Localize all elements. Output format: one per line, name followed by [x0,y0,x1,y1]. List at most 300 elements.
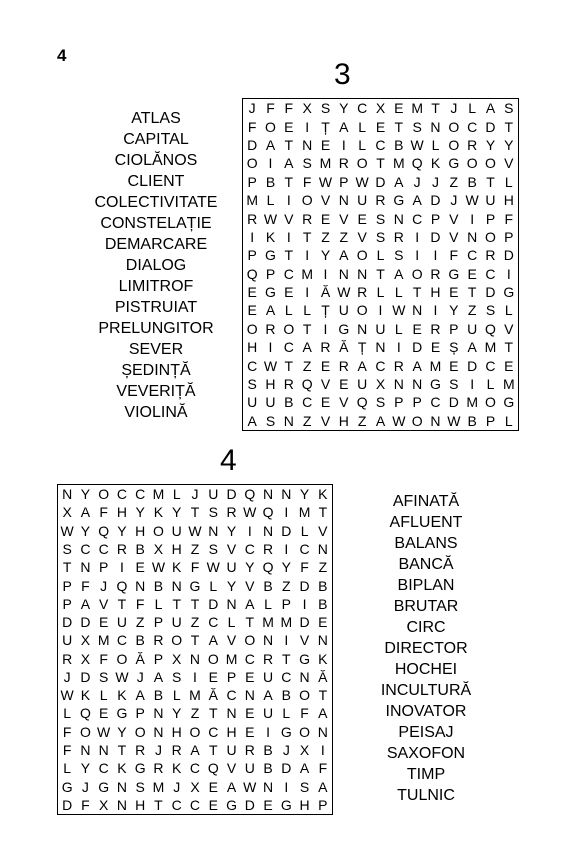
grid-letter[interactable]: I [341,136,346,153]
grid-letter[interactable]: L [504,412,513,429]
grid-letter[interactable]: V [98,595,109,612]
grid-letter[interactable]: Y [172,504,182,521]
grid-letter[interactable]: T [504,118,514,135]
grid-letter[interactable]: R [153,760,164,777]
grid-letter[interactable]: G [503,394,515,411]
grid-letter[interactable]: R [320,339,331,356]
grid-letter[interactable]: O [356,155,368,172]
grid-letter[interactable]: P [281,595,291,612]
grid-letter[interactable]: N [62,486,73,503]
grid-letter[interactable]: G [448,265,460,282]
grid-letter[interactable]: A [302,339,312,356]
grid-letter[interactable]: R [302,210,313,227]
grid-letter[interactable]: M [262,614,274,631]
grid-letter[interactable]: U [226,559,237,576]
grid-letter[interactable]: V [226,540,237,557]
grid-letter[interactable]: L [266,192,275,209]
grid-letter[interactable]: D [412,339,423,356]
grid-letter[interactable]: J [173,778,181,795]
grid-letter[interactable]: I [470,210,475,227]
grid-letter[interactable]: K [117,687,127,704]
grid-letter[interactable]: S [247,376,257,393]
grid-letter[interactable]: Z [318,559,328,576]
grid-letter[interactable]: P [265,265,276,282]
grid-letter[interactable]: Q [246,265,258,282]
grid-letter[interactable]: N [98,742,109,759]
grid-letter[interactable]: S [208,504,218,521]
grid-letter[interactable]: Y [504,136,514,153]
grid-letter[interactable]: N [262,522,274,539]
grid-letter[interactable]: Y [226,522,237,539]
grid-letter[interactable]: Q [262,559,274,576]
grid-letter[interactable]: N [153,723,164,740]
grid-letter[interactable]: A [190,742,200,759]
grid-letter[interactable]: C [226,687,237,704]
grid-letter[interactable]: I [286,228,291,245]
grid-letter[interactable]: D [485,284,496,301]
grid-letter[interactable]: Ă [339,339,349,356]
grid-letter[interactable]: M [466,394,478,411]
grid-letter[interactable]: W [392,412,406,429]
grid-letter[interactable]: C [171,796,182,813]
grid-letter[interactable]: R [226,504,237,521]
grid-letter[interactable]: X [80,650,91,667]
grid-letter[interactable]: L [376,247,385,264]
grid-letter[interactable]: C [80,540,91,557]
grid-letter[interactable]: U [171,522,182,539]
grid-letter[interactable]: P [98,559,109,576]
grid-letter[interactable]: M [429,357,442,374]
grid-letter[interactable]: H [503,192,514,209]
grid-letter[interactable]: E [263,796,273,813]
grid-letter[interactable]: W [60,687,74,704]
grid-letter[interactable]: O [116,650,128,667]
grid-letter[interactable]: A [339,118,349,135]
grid-letter[interactable]: L [394,284,403,301]
grid-letter[interactable]: P [247,247,257,264]
grid-letter[interactable]: E [320,136,331,153]
grid-letter[interactable]: O [301,192,313,209]
grid-letter[interactable]: C [244,540,255,557]
grid-letter[interactable]: G [280,723,292,740]
grid-letter[interactable]: W [318,173,333,190]
grid-letter[interactable]: A [318,705,328,722]
grid-letter[interactable]: B [394,136,404,153]
grid-letter[interactable]: U [485,192,496,209]
grid-letter[interactable]: Z [282,577,291,594]
grid-letter[interactable]: C [281,668,292,685]
grid-letter[interactable]: N [189,650,201,667]
grid-letter[interactable]: A [153,668,164,685]
grid-letter[interactable]: M [502,376,515,393]
grid-letter[interactable]: N [357,265,368,282]
grid-letter[interactable]: D [299,577,310,594]
grid-letter[interactable]: R [485,247,496,264]
grid-letter[interactable]: A [375,412,386,429]
grid-letter[interactable]: N [116,796,127,813]
grid-letter[interactable]: Q [262,504,274,521]
grid-letter[interactable]: Z [190,614,200,631]
grid-letter[interactable]: E [98,614,109,631]
grid-letter[interactable]: T [412,284,422,301]
grid-letter[interactable]: C [430,394,441,411]
grid-letter[interactable]: Y [117,522,127,539]
grid-letter[interactable]: K [430,155,441,172]
grid-letter[interactable]: T [154,796,163,813]
grid-letter[interactable]: R [430,320,441,337]
grid-letter[interactable]: D [244,796,255,813]
grid-letter[interactable]: I [247,522,252,539]
grid-letter[interactable]: Y [449,302,459,319]
grid-letter[interactable]: I [415,228,420,245]
grid-letter[interactable]: I [193,668,197,685]
grid-letter[interactable]: C [467,247,478,264]
grid-letter[interactable]: M [246,192,258,209]
grid-letter[interactable]: R [338,357,349,374]
grid-letter[interactable]: M [152,486,165,503]
grid-letter[interactable]: A [357,357,367,374]
grid-letter[interactable]: E [247,284,257,301]
grid-letter[interactable]: N [262,632,274,649]
grid-letter[interactable]: N [375,339,386,356]
grid-letter[interactable]: Y [80,760,91,777]
grid-letter[interactable]: K [172,559,182,576]
grid-letter[interactable]: L [358,136,367,153]
grid-letter[interactable]: W [410,136,424,153]
grid-letter[interactable]: C [283,265,294,282]
grid-letter[interactable]: N [299,668,310,685]
grid-letter[interactable]: H [265,376,276,393]
grid-letter[interactable]: F [318,760,328,777]
grid-letter[interactable]: R [467,136,478,153]
grid-letter[interactable]: M [411,100,423,117]
grid-letter[interactable]: G [448,155,460,172]
grid-letter[interactable]: A [245,595,255,612]
grid-letter[interactable]: O [79,723,91,740]
grid-letter[interactable]: J [136,668,144,685]
grid-letter[interactable]: L [227,614,236,631]
grid-letter[interactable]: S [449,376,459,393]
grid-letter[interactable]: X [375,376,386,393]
grid-letter[interactable]: A [284,155,294,172]
grid-letter[interactable]: H [226,723,237,740]
grid-letter[interactable]: I [268,339,273,356]
grid-letter[interactable]: P [430,210,441,227]
grid-letter[interactable]: Y [226,577,237,594]
grid-letter[interactable]: V [320,192,331,209]
grid-letter[interactable]: W [355,173,369,190]
grid-letter[interactable]: U [226,742,237,759]
grid-letter[interactable]: I [250,228,255,245]
grid-letter[interactable]: I [506,265,511,282]
grid-letter[interactable]: I [378,302,383,319]
grid-letter[interactable]: N [281,486,292,503]
grid-letter[interactable]: V [449,210,459,227]
grid-letter[interactable]: X [153,540,164,557]
grid-letter[interactable]: I [433,302,438,319]
grid-letter[interactable]: G [430,376,441,393]
grid-letter[interactable]: C [283,339,294,356]
grid-letter[interactable]: U [357,376,368,393]
grid-letter[interactable]: A [135,687,145,704]
grid-letter[interactable]: M [225,650,238,667]
grid-letter[interactable]: M [301,265,313,282]
grid-letter[interactable]: J [154,742,162,759]
grid-letter[interactable]: F [449,247,459,264]
grid-letter[interactable]: P [153,614,164,631]
grid-letter[interactable]: W [263,357,278,374]
grid-letter[interactable]: U [262,668,274,685]
grid-letter[interactable]: I [415,247,420,264]
grid-letter[interactable]: S [485,302,496,319]
grid-letter[interactable]: F [302,173,312,190]
grid-letter[interactable]: N [80,559,91,576]
grid-letter[interactable]: M [97,632,110,649]
grid-letter[interactable]: I [305,118,310,135]
grid-letter[interactable]: W [151,559,166,576]
grid-letter[interactable]: R [135,742,146,759]
grid-letter[interactable]: Z [321,228,330,245]
grid-letter[interactable]: C [375,136,386,153]
grid-letter[interactable]: E [284,118,294,135]
grid-letter[interactable]: M [280,614,293,631]
grid-letter[interactable]: N [338,192,349,209]
grid-letter[interactable]: O [283,320,295,337]
grid-letter[interactable]: S [62,540,72,557]
grid-letter[interactable]: H [135,522,146,539]
grid-letter[interactable]: B [467,173,477,190]
grid-letter[interactable]: P [485,412,496,429]
grid-letter[interactable]: B [265,173,276,190]
grid-letter[interactable]: F [247,118,257,135]
grid-letter[interactable]: D [208,595,219,612]
grid-letter[interactable]: J [81,778,89,795]
grid-letter[interactable]: N [317,632,328,649]
grid-letter[interactable]: M [298,504,311,521]
grid-letter[interactable]: W [97,723,111,740]
grid-letter[interactable]: L [358,118,367,135]
grid-letter[interactable]: O [356,247,368,264]
grid-letter[interactable]: A [247,412,257,429]
grid-letter[interactable]: W [206,559,220,576]
grid-letter[interactable]: Ț [321,118,330,135]
grid-letter[interactable]: L [209,577,218,594]
grid-letter[interactable]: B [263,760,273,777]
grid-letter[interactable]: Y [281,559,291,576]
grid-letter[interactable]: T [172,595,181,612]
grid-letter[interactable]: Z [449,173,459,190]
grid-letter[interactable]: A [394,173,404,190]
grid-letter[interactable]: T [467,284,477,301]
grid-letter[interactable]: V [339,394,349,411]
grid-letter[interactable]: X [302,100,312,117]
grid-letter[interactable]: X [98,796,109,813]
grid-letter[interactable]: A [80,504,91,521]
grid-letter[interactable]: O [485,394,496,411]
grid-letter[interactable]: S [375,228,386,245]
grid-letter[interactable]: V [357,228,367,245]
grid-letter[interactable]: J [413,173,421,190]
grid-letter[interactable]: U [467,320,478,337]
grid-letter[interactable]: G [265,247,276,264]
grid-letter[interactable]: E [339,376,349,393]
grid-letter[interactable]: T [394,118,404,135]
grid-letter[interactable]: R [244,742,255,759]
grid-letter[interactable]: D [62,614,73,631]
grid-letter[interactable]: L [431,136,440,153]
grid-letter[interactable]: C [98,540,109,557]
grid-letter[interactable]: T [376,155,385,172]
grid-letter[interactable]: S [265,412,276,429]
grid-letter[interactable]: A [226,778,237,795]
grid-letter[interactable]: W [115,668,129,685]
grid-letter[interactable]: L [284,302,293,319]
grid-letter[interactable]: R [116,540,127,557]
grid-letter[interactable]: U [208,486,219,503]
grid-letter[interactable]: E [208,796,218,813]
grid-letter[interactable]: R [393,357,404,374]
grid-letter[interactable]: M [189,687,201,704]
grid-letter[interactable]: C [299,540,310,557]
grid-letter[interactable]: W [243,778,257,795]
grid-letter[interactable]: X [299,742,310,759]
grid-letter[interactable]: D [448,394,459,411]
grid-letter[interactable]: H [299,796,310,813]
grid-letter[interactable]: I [286,192,291,209]
grid-letter[interactable]: D [503,247,514,264]
grid-letter[interactable]: N [153,705,164,722]
grid-letter[interactable]: L [504,173,513,190]
grid-letter[interactable]: F [300,705,309,722]
grid-letter[interactable]: L [486,376,495,393]
grid-letter[interactable]: A [412,357,422,374]
grid-letter[interactable]: I [320,742,325,759]
grid-letter[interactable]: E [247,302,257,319]
grid-letter[interactable]: V [504,155,514,172]
grid-letter[interactable]: I [302,595,307,612]
grid-letter[interactable]: G [134,760,146,777]
grid-letter[interactable]: U [116,614,127,631]
grid-letter[interactable]: A [412,192,422,209]
grid-letter[interactable]: V [284,210,294,227]
grid-letter[interactable]: U [357,192,368,209]
grid-letter[interactable]: R [357,284,368,301]
grid-letter[interactable]: V [320,412,331,429]
grid-letter[interactable]: S [172,668,182,685]
grid-letter[interactable]: I [305,247,310,264]
grid-letter[interactable]: B [284,394,294,411]
grid-letter[interactable]: M [392,155,405,172]
grid-letter[interactable]: C [189,796,201,813]
grid-letter[interactable]: L [99,687,108,704]
grid-letter[interactable]: V [299,632,310,649]
grid-letter[interactable]: Q [356,394,368,411]
grid-letter[interactable]: O [411,265,423,282]
grid-letter[interactable]: I [268,155,273,172]
grid-letter[interactable]: F [266,100,275,117]
grid-letter[interactable]: O [411,412,423,429]
grid-letter[interactable]: H [338,412,349,429]
grid-letter[interactable]: G [280,796,292,813]
grid-letter[interactable]: J [282,742,290,759]
grid-letter[interactable]: Y [485,136,496,153]
grid-letter[interactable]: O [466,155,478,172]
grid-letter[interactable]: L [376,284,385,301]
grid-letter[interactable]: R [247,210,258,227]
grid-letter[interactable]: H [430,284,441,301]
grid-letter[interactable]: L [172,687,181,704]
grid-letter[interactable]: O [485,155,496,172]
grid-letter[interactable]: D [375,173,386,190]
grid-letter[interactable]: Q [301,376,313,393]
grid-letter[interactable]: A [263,687,273,704]
grid-letter[interactable]: T [302,320,312,337]
grid-letter[interactable]: E [208,778,218,795]
grid-letter[interactable]: G [116,705,128,722]
grid-letter[interactable]: O [356,302,368,319]
grid-letter[interactable]: T [62,559,72,576]
grid-letter[interactable]: Y [172,705,182,722]
grid-letter[interactable]: F [62,742,72,759]
grid-letter[interactable]: A [299,760,310,777]
grid-letter[interactable]: N [338,265,349,282]
grid-letter[interactable]: U [375,320,386,337]
grid-letter[interactable]: V [504,320,514,337]
grid-letter[interactable]: O [134,723,146,740]
grid-letter[interactable]: D [80,668,91,685]
grid-letter[interactable]: B [263,742,273,759]
grid-letter[interactable]: L [154,595,163,612]
grid-letter[interactable]: N [467,228,478,245]
grid-letter[interactable]: S [375,394,386,411]
grid-letter[interactable]: X [172,650,182,667]
grid-letter[interactable]: C [244,650,255,667]
grid-letter[interactable]: E [467,265,477,282]
grid-letter[interactable]: T [190,595,200,612]
grid-letter[interactable]: C [208,614,219,631]
grid-letter[interactable]: Y [135,504,145,521]
grid-letter[interactable]: H [247,339,258,356]
grid-letter[interactable]: N [430,412,441,429]
grid-letter[interactable]: A [467,339,477,356]
grid-letter[interactable]: E [357,210,367,227]
grid-letter[interactable]: T [117,595,127,612]
grid-letter[interactable]: U [247,394,258,411]
grid-letter[interactable]: D [467,357,478,374]
grid-letter[interactable]: L [394,320,403,337]
grid-letter[interactable]: L [504,302,513,319]
grid-letter[interactable]: P [226,668,237,685]
grid-letter[interactable]: A [265,136,276,153]
grid-letter[interactable]: F [81,577,90,594]
grid-letter[interactable]: P [412,394,422,411]
grid-letter[interactable]: C [485,357,496,374]
grid-letter[interactable]: T [284,357,294,374]
grid-letter[interactable]: D [281,522,292,539]
grid-letter[interactable]: Ș [449,339,459,356]
grid-letter[interactable]: B [318,595,328,612]
grid-letter[interactable]: T [282,650,291,667]
grid-letter[interactable]: A [339,247,349,264]
grid-letter[interactable]: D [485,118,496,135]
grid-letter[interactable]: Z [357,412,367,429]
grid-letter[interactable]: E [449,357,459,374]
grid-letter[interactable]: Ț [357,339,367,356]
grid-letter[interactable]: I [284,540,289,557]
grid-letter[interactable]: O [171,632,183,649]
grid-letter[interactable]: J [450,100,458,117]
grid-letter[interactable]: N [116,778,127,795]
